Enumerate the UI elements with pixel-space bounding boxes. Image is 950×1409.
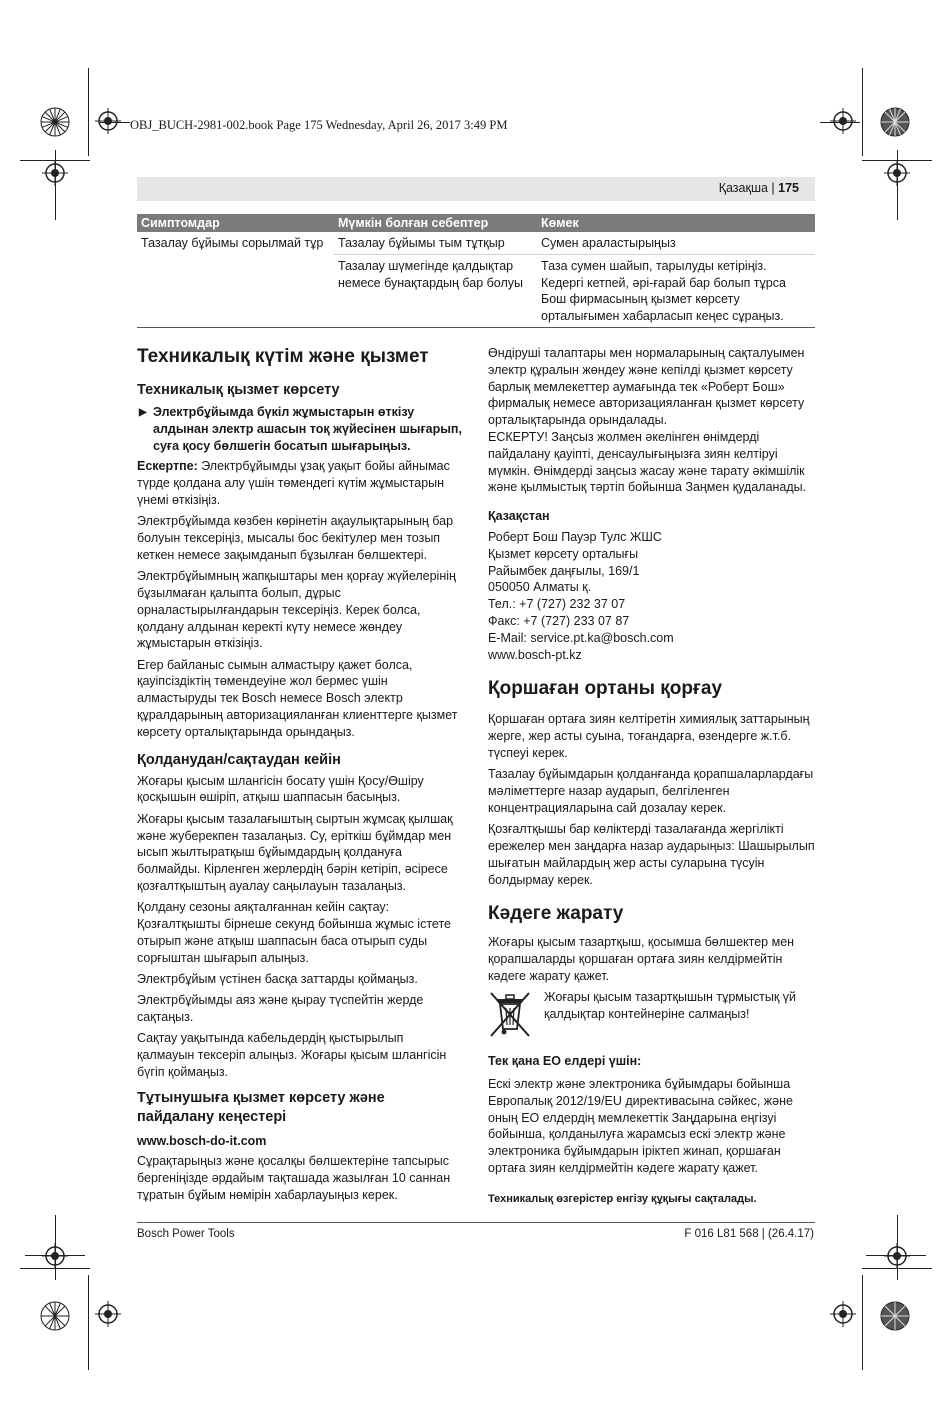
paragraph: Қолдану сезоны аяқталғаннан кейін сақтау: Қозғалтқышты бірнеше секунд бойынша жұмыс істете отырып және атқыш шаппасын баса отырып суды сорғыштан шығарып алыңыз. — [137, 900, 451, 965]
footer-rule — [137, 1222, 815, 1223]
table-header-symptoms: Симптомдар — [137, 214, 334, 232]
registration-target-icon — [42, 1243, 68, 1269]
subsection-heading: Қолданудан/сақтаудан кейін — [137, 751, 341, 768]
website-link[interactable]: www.bosch-pt.kz — [488, 647, 582, 662]
footer-company: Bosch Power Tools — [137, 1228, 235, 1240]
section-heading: Кәдеге жарату — [488, 903, 624, 925]
paragraph: Сақтау уақытында кабельдердің қыстырылып қалмауын тексеріп алыңыз. Жоғары қысым шлангісін бүгіп қоймаңыз. — [137, 1031, 447, 1079]
page-header — [137, 177, 815, 201]
crossed-bin-icon — [488, 989, 532, 1039]
table-cell: Тазалау шүмегінде қалдықтар немесе бунақтардың бар болуы — [334, 254, 537, 327]
subsection-heading: Техникалық қызмет көрсету — [137, 382, 340, 398]
rights-notice: Техникалық өзгерістер енгізу құқығы сақталады. — [488, 1192, 757, 1205]
table-header-remedy: Көмек — [537, 214, 815, 232]
paragraph: Жоғары қысым тазартқыш, қосымша бөлшектер мен қорапшаларды қоршаған ортаға зиян келдірмейтін кәдеге жарату қажет. — [488, 935, 795, 983]
registration-target-icon — [42, 160, 68, 186]
table-header-causes: Мүмкін болған себептер — [334, 214, 537, 232]
registration-wheel-icon — [880, 1301, 910, 1331]
weee-text: Жоғары қысым тазартқышын тұрмыстық үй қалдықтар контейнеріне салмаңыз! — [544, 990, 796, 1021]
note-label: Ескертпе: — [137, 459, 198, 474]
paragraph: Қоршаған ортаға зиян келтіретін химиялық заттарының жерге, жер асты суына, тоғандарға, өзендерге ж.т.б. түспеуі керек. — [488, 712, 810, 760]
address-line: Қызмет көрсету орталығы — [488, 546, 639, 561]
paragraph: Өндіруші талаптары мен нормаларының сақталуымен электр құралын жөндеу және кепілді қызмет көрсету барлық мемлекеттер аумағында тек «Роберт Бош» фирмалық немесе авторизацияланған қызмет көрсету орталықтарында орындалады. — [488, 346, 805, 428]
paragraph: Жоғары қысым тазалағыштың сыртын жұмсақ қылшақ және жуберекпен тазалаңыз. Су, ерiткiш бұймдар мен ысып жылтыратқыш бұйымдардың қолдануға болмайды. Кірленген жерлердің бәрін кетіріп, әсіресе қозғалтқыштың ауалау саңылауын тазалаңыз. — [137, 811, 453, 893]
table-cell: Тазалау бұйымы сорылмай тұр — [141, 236, 324, 250]
header-language: Қазақша | 175 — [718, 181, 799, 195]
note-text: Электрбұйымды ұзақ уақыт бойы айнымас түрде қолдана алу үшін төмендегі күтім жұмыстарын үнемі өткізіңіз. — [137, 459, 450, 507]
footer-docnumber: F 016 L81 568 | (26.4.17) — [684, 1228, 814, 1240]
table-row — [137, 254, 815, 327]
crop-mark — [88, 68, 89, 156]
table-header-row — [137, 214, 815, 232]
book-info-line: OBJ_BUCH-2981-002.book Page 175 Wednesday, April 26, 2017 3:49 PM — [130, 118, 508, 132]
page-number: 175 — [778, 181, 799, 195]
language-label: Қазақша — [718, 181, 768, 195]
website-link[interactable]: www.bosch-do-it.com — [137, 1133, 267, 1148]
paragraph: Электрбұйым үстінен басқа заттарды қоймаңыз. — [137, 971, 418, 986]
address-line: 050050 Алматы қ. — [488, 580, 592, 595]
registration-wheel-icon — [880, 107, 910, 137]
paragraph: Электрбұйымды аяз және қырау түспейтін жерде сақтаңыз. — [137, 993, 424, 1024]
warning-paragraph — [137, 404, 464, 454]
table-cell: Таза сумен шайып, тарылуды кетіріңіз. Кедергі кетпей, әрі-ғарай бар болып тұрса Бош фирмасының қызмет көрсету орталығымен хабарласып кеңес сұраңыз. — [537, 254, 815, 327]
registration-target-icon — [884, 1243, 910, 1269]
paragraph: ЕСКЕРТУ! Заңсыз жолмен әкелінген өнімдерді пайдалану қауіпті, денсаулығыңызға зиян келтіруі мүмкін. Өнімдерді заңсыз жасау және тарату әкімшілік және қылмыстық тәртіп бойынша Заңмен қудаланады. — [488, 429, 807, 495]
eu-heading: Тек қана ЕО елдері үшін: — [488, 1054, 642, 1069]
right-column — [488, 345, 815, 1212]
address-line: Райымбек даңғылы, 169/1 — [488, 563, 640, 578]
left-column — [137, 345, 464, 1208]
registration-target-icon — [830, 1301, 856, 1327]
paragraph: Жоғары қысым шлангісін босату үшін Қосу/Өшіру қосқышын өшіріп, атқыш шаппасын басыңыз. — [137, 773, 424, 805]
triangle-bullet-icon: ▶ — [139, 407, 147, 418]
table-row — [137, 232, 815, 254]
address-line: Роберт Бош Пауэр Тулс ЖШС — [488, 529, 662, 544]
subsection-heading: Тұтынушыға қызмет көрсету және пайдалану кеңестері — [137, 1089, 385, 1125]
registration-wheel-icon — [40, 1301, 70, 1331]
section-heading: Техникалық күтім және қызмет — [137, 346, 429, 367]
registration-target-icon — [884, 160, 910, 186]
registration-target-icon — [830, 108, 856, 134]
troubleshooting-table — [137, 214, 815, 328]
service-address — [488, 529, 815, 663]
crop-mark — [88, 1275, 89, 1370]
table-cell — [137, 254, 334, 327]
registration-target-icon — [95, 108, 121, 134]
paragraph: Сұрақтарыңыз және қосалқы бөлшектеріне тапсырыс бергеніңізде әрдайым тақташада жазылған 10 саннан тұратын бұйым нөмірін хабарлауыңыз керек. — [137, 1154, 451, 1203]
registration-wheel-icon — [40, 107, 70, 137]
paragraph: Электрбұйымда көзбен көрінетін ақаулықтарының бар болуын тексеріңіз, мысалы бос бекітулер мен тозып кеткен немесе зақымданып бұзылған бөлшектері. — [137, 514, 454, 562]
paragraph: Егер байланыс сымын алмастыру қажет болса, қауіпсіздіктің төмендеуіне жол бермес үшін алмастыруды тек Bosch немесе Bosch электр құралдарының авторизацияланған клиенттерге қызмет көрсету орталықтарында орындаңыз. — [137, 657, 458, 739]
country-heading: Қазақстан — [488, 509, 550, 524]
paragraph: Тазалау бұйымдарын қолданғанда қорапшаларлардағы мәліметтерге назар аударып, белгіленген концентрацияларына сай дозалау керек. — [488, 767, 814, 815]
registration-target-icon — [95, 1301, 121, 1327]
table-cell: Тазалау бұйымы тым тұтқыр — [334, 232, 537, 254]
fax-line: Факс: +7 (727) 233 07 87 — [488, 613, 630, 628]
email-link[interactable]: E-Mail: service.pt.ka@bosch.com — [488, 630, 674, 645]
paragraph: Қозғалтқышы бар көліктерді тазалағанда жергілікті ережелер мен заңдарға назар аударыңыз: Шашырылып шығатын майлардың жер асты суларына түсуін болдырмау керек. — [488, 822, 815, 887]
note-paragraph — [137, 458, 464, 508]
warning-text: Электрбұйымда бүкіл жұмыстарын өткізу алдынан электр ашасын тоқ жүйесінен шығарып, суға қосу бөлшегін босатып шығарыңыз. — [153, 405, 462, 453]
section-heading: Қоршаған ортаны қорғау — [488, 678, 723, 700]
crop-mark — [862, 1275, 863, 1370]
weee-notice — [488, 989, 815, 1039]
phone-line: Тел.: +7 (727) 232 37 07 — [488, 597, 626, 612]
paragraph: Ескі электр және электроника бұйымдары бойынша Европалық 2012/19/EU директивасына сәйкес, және оның ЕО елдердің мемлекеттік Заңдарына еңгізуі бойынша, қолданылуға жарамсыз ескі электр және электроника бұйымдарын іріктеп жинап, қоршаған ортаға зиян келдірмейтін кәдеге жарату қажет. — [488, 1077, 793, 1175]
paragraph: Электрбұйымның жапқыштары мен қорғау жүйелерінің бұзылмаған қалыпта болып, дұрыс орналастырылғандарын тексеріңіз. Керек болса, қолдану алдынан керекті күту немесе жөндеу жұмыстарын өткізіңіз. — [137, 569, 456, 651]
crop-mark — [862, 68, 863, 156]
table-cell: Сумен араластырыңыз — [537, 232, 815, 254]
